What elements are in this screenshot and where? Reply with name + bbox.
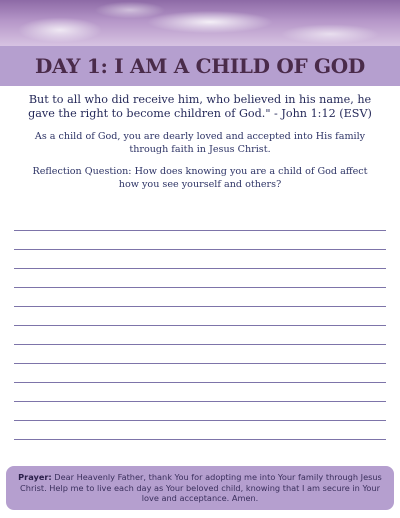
journal-line <box>14 268 386 269</box>
journal-line <box>14 363 386 364</box>
journal-line <box>14 401 386 402</box>
journal-line <box>14 325 386 326</box>
reflection-question: Reflection Question: How does knowing you are a child of God affect how you see yourself and others? <box>32 166 368 190</box>
journal-line <box>14 287 386 288</box>
scripture-verse: But to all who did receive him, who believed in his name, he gave the right to become children of God." - John 1:12 (ESV) <box>28 93 372 120</box>
journal-line <box>14 306 386 307</box>
journal-lines <box>14 222 386 446</box>
prayer-label: Prayer: <box>18 472 52 482</box>
title-band <box>0 46 400 86</box>
prayer-text: Dear Heavenly Father, thank You for adopting me into Your family through Jesus Christ. Help me to live each day as Your beloved child, knowing that I am secure in Your love and acceptance. Amen. <box>20 472 382 503</box>
devotion-statement: As a child of God, you are dearly loved and accepted into His family through faith in Jesus Christ. <box>34 131 366 155</box>
header-sky-image <box>0 0 400 46</box>
journal-line <box>14 420 386 421</box>
journal-line <box>14 249 386 250</box>
journal-line <box>14 382 386 383</box>
journal-line <box>14 344 386 345</box>
prayer-box <box>6 466 394 510</box>
page-title: DAY 1: I AM A CHILD OF GOD <box>35 54 365 78</box>
journal-line <box>14 439 386 440</box>
journal-line <box>14 230 386 231</box>
